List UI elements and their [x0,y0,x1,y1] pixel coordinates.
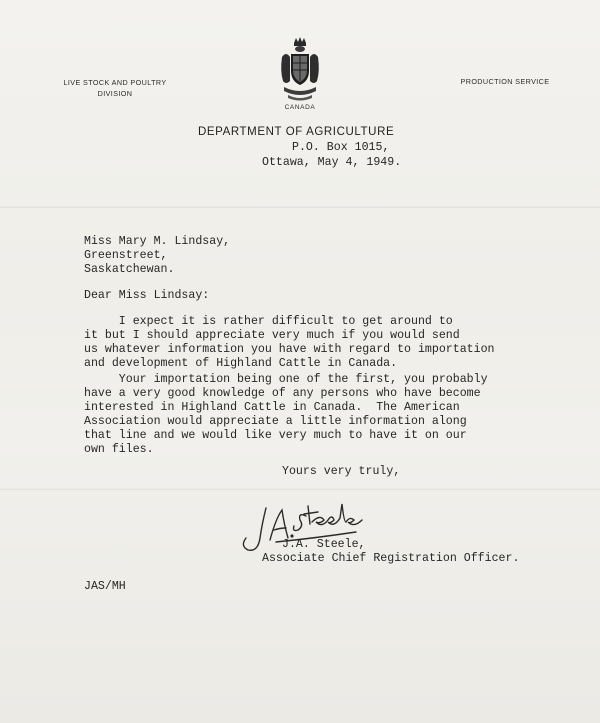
letterhead-division-line2: DIVISION [97,89,133,98]
body-line: us whatever information you have with regard to importation [84,343,495,356]
body-line: have a very good knowledge of any persons who have become [84,387,481,400]
recipient-name: Miss Mary M. Lindsay, [84,235,231,248]
department-name: DEPARTMENT OF AGRICULTURE [198,126,395,138]
body-line: it but I should appreciate very much if you would send [84,329,460,342]
signatory-name: J.A. Steele, [282,538,366,551]
body-line: that line and we would like very much to have it on our [84,429,467,442]
crest-caption: CANADA [284,104,316,111]
recipient-province: Saskatchewan. [84,263,175,276]
body-line: and development of Highland Cattle in Canada. [84,357,398,370]
salutation: Dear Miss Lindsay: [84,289,210,302]
letterhead-division [50,77,180,99]
recipient-town: Greenstreet, [84,249,168,262]
po-box-line: P.O. Box 1015, [292,141,390,154]
letterhead-service: PRODUCTION SERVICE [460,77,550,86]
date-line: Ottawa, May 4, 1949. [262,156,402,169]
body-line: Association would appreciate a little information along [84,415,467,428]
signatory-title: Associate Chief Registration Officer. [262,552,520,565]
complimentary-close: Yours very truly, [282,465,401,478]
body-paragraph-2 [84,373,488,457]
body-line: Your importation being one of the first, you probably [84,373,488,386]
coat-of-arms-icon [278,37,322,103]
body-paragraph-1 [84,315,495,371]
body-line: I expect it is rather difficult to get around to [84,315,453,328]
paper-fold-lower [0,488,600,491]
letterhead-division-line1: LIVE STOCK AND POULTRY [63,78,167,87]
typist-initials: JAS/MH [84,580,126,593]
paper-fold-upper [0,206,600,209]
body-line: interested in Highland Cattle in Canada. The American [84,401,460,414]
body-line: own files. [84,443,154,456]
